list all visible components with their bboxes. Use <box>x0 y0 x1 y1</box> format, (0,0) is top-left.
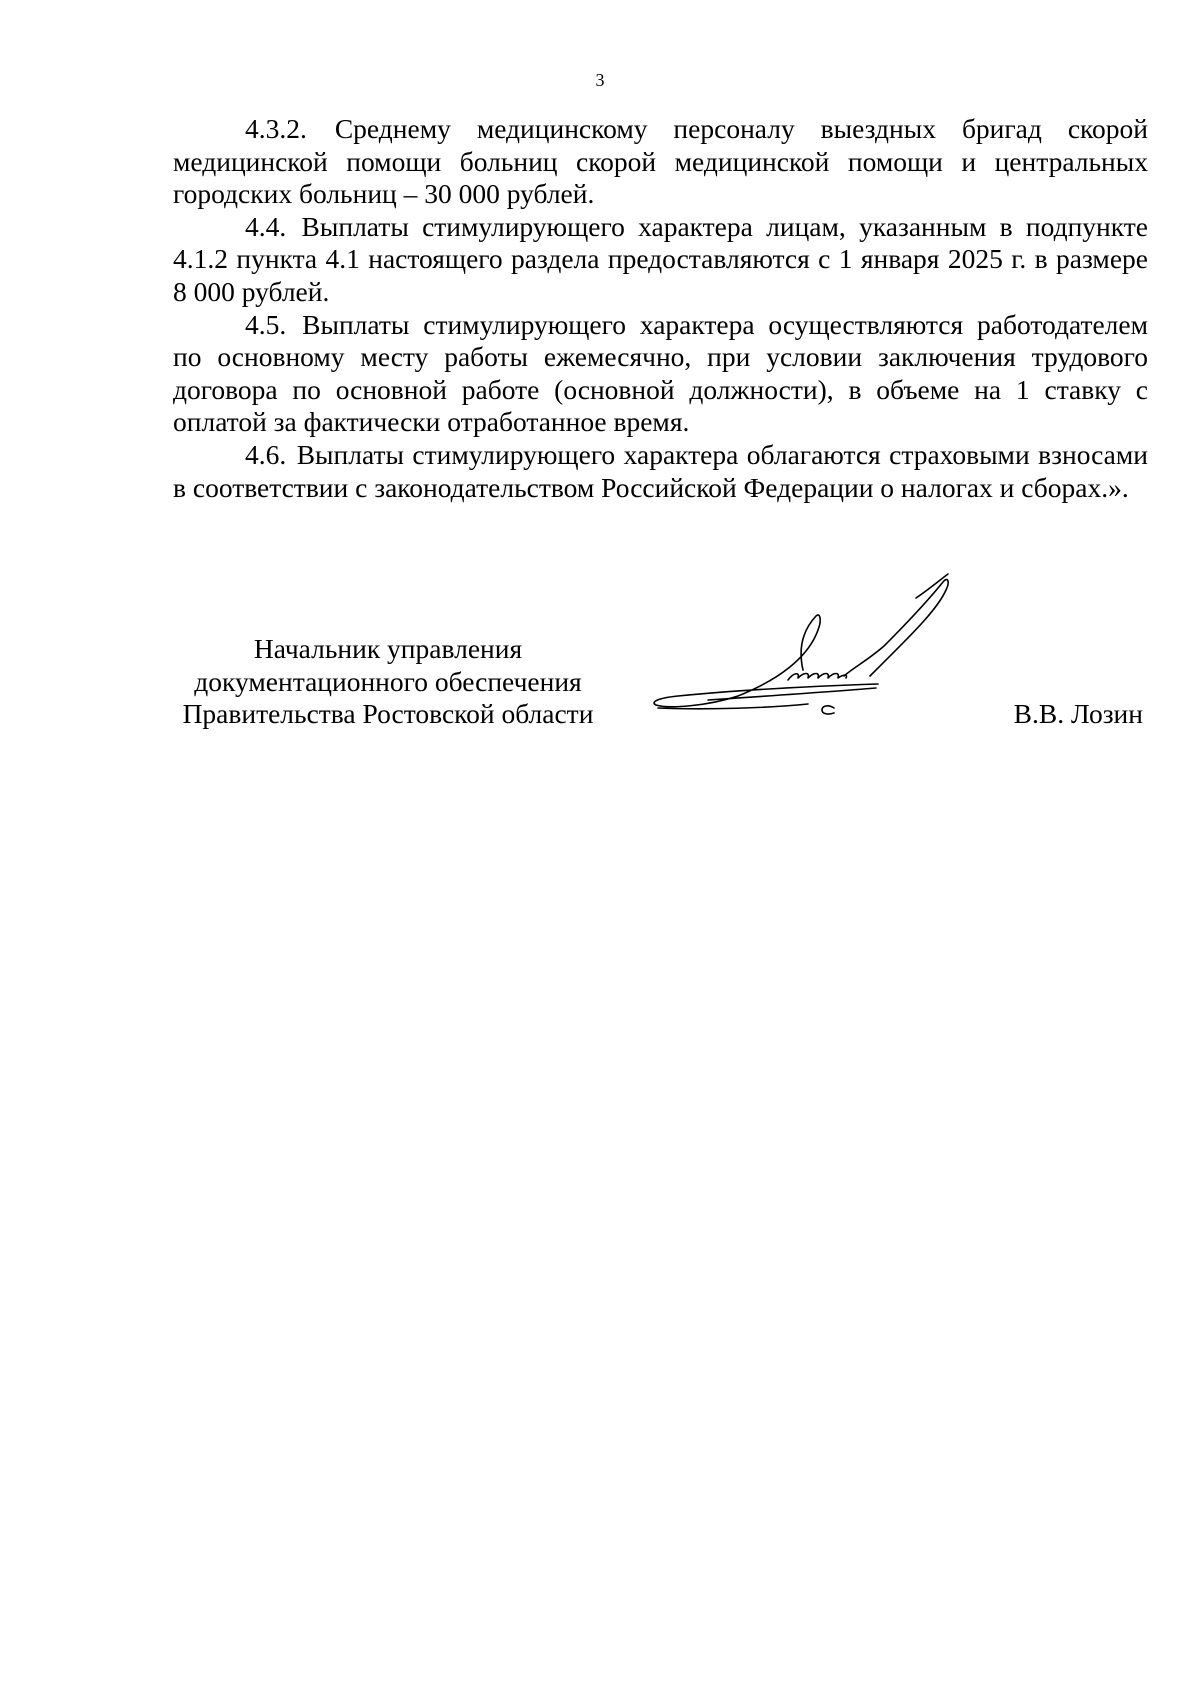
paragraph-number: 4.5. <box>245 308 287 340</box>
signer-position-line: Правительства Ростовской области <box>182 698 594 730</box>
paragraph-text: Среднему медицинскому персоналу выездных бригад скорой медицинской помощи больниц скорой медицинской помощи и центральных городских больниц – 30 000 рублей. <box>173 113 1148 210</box>
paragraph-4-3-2 <box>173 113 1148 211</box>
document-body <box>173 113 1148 504</box>
paragraph-number: 4.6. <box>245 438 287 470</box>
paragraph-text: Выплаты стимулирующего характера облагаются страховыми взносами в соответствии с законодательством Российской Федерации о налогах и сборах.». <box>173 438 1149 503</box>
signer-name: В.В. Лозин <box>1013 698 1143 729</box>
paragraph-number: 4.3.2. <box>245 113 307 144</box>
signer-position-line: документационного обеспечения <box>194 665 582 697</box>
paragraph-4-4 <box>173 211 1148 309</box>
paragraph-text: Выплаты стимулирующего характера осуществляются работодателем по основному месту работы ежемесячно, при условии заключения трудового договора по основной работе (основной должности), в объеме на 1 ставку с оплатой за фактически отработанное время. <box>173 308 1148 438</box>
signer-position-line: Начальник управления <box>253 633 523 664</box>
signature-block <box>173 633 1148 783</box>
page-number: 3 <box>595 70 605 90</box>
paragraph-4-5 <box>173 309 1148 439</box>
paragraph-4-6 <box>173 439 1148 504</box>
paragraph-number: 4.4. <box>245 210 287 242</box>
signer-position <box>173 633 603 731</box>
paragraph-text: Выплаты стимулирующего характера лицам, указанным в подпункте 4.1.2 пункта 4.1 настоящего раздела предоставляются с 1 января 2025 г. в размере 8 000 рублей. <box>173 210 1148 307</box>
handwritten-signature <box>648 568 968 738</box>
